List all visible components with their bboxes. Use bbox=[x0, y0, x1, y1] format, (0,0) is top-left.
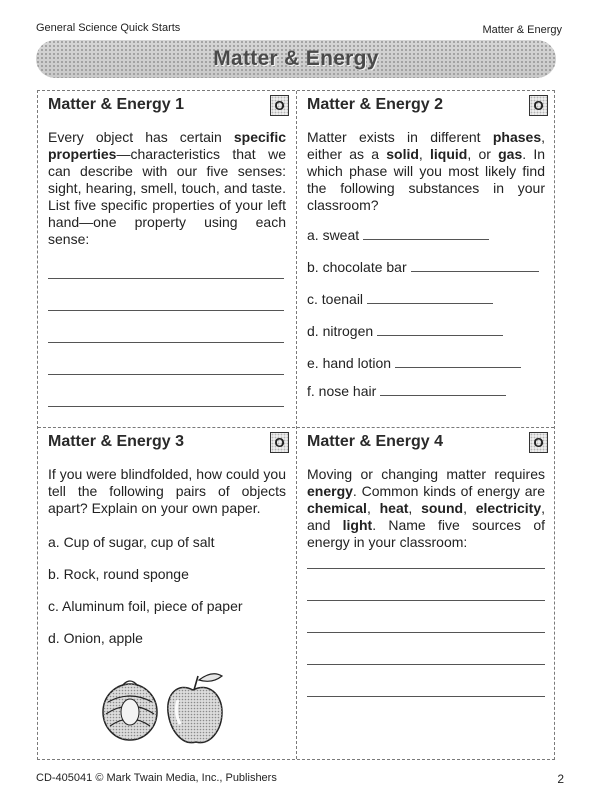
answer-line[interactable] bbox=[307, 632, 545, 633]
answer-line[interactable] bbox=[395, 366, 521, 368]
running-header bbox=[30, 22, 570, 38]
answer-line[interactable] bbox=[380, 394, 506, 396]
list-item: b. Rock, round sponge bbox=[48, 566, 189, 582]
card-title: Matter & Energy 1 bbox=[48, 96, 185, 113]
answer-line[interactable] bbox=[307, 568, 545, 569]
answer-line[interactable] bbox=[48, 406, 284, 407]
list-item: a. Cup of sugar, cup of salt bbox=[48, 534, 215, 550]
answer-line[interactable] bbox=[363, 238, 489, 240]
card-matter-energy-2 bbox=[297, 91, 555, 427]
list-item: b. chocolate bar bbox=[307, 259, 539, 275]
answer-line[interactable] bbox=[48, 342, 284, 343]
card-title: Matter & Energy 3 bbox=[48, 433, 185, 450]
card-title: Matter & Energy 2 bbox=[307, 96, 444, 113]
card-prompt: Matter exists in different phases, either as a solid, liquid, or gas. In which phase will you most likely find the following substances in your classroom? bbox=[307, 129, 546, 213]
badge-label: O bbox=[533, 98, 544, 113]
list-item: e. hand lotion bbox=[307, 355, 521, 371]
page-title: Matter & Energy bbox=[213, 47, 379, 70]
answer-line[interactable] bbox=[377, 334, 503, 336]
card-title: Matter & Energy 4 bbox=[307, 433, 444, 450]
onion-apple-illustration bbox=[100, 668, 240, 748]
level-badge bbox=[270, 95, 289, 116]
onion-icon bbox=[103, 681, 157, 740]
badge-label: O bbox=[274, 98, 285, 113]
answer-line[interactable] bbox=[367, 302, 493, 304]
answer-line[interactable] bbox=[307, 600, 545, 601]
book-title: General Science Quick Starts bbox=[36, 22, 181, 34]
copyright-text: CD-405041 © Mark Twain Media, Inc., Publishers bbox=[36, 772, 277, 784]
level-badge bbox=[270, 432, 289, 453]
answer-line[interactable] bbox=[48, 278, 284, 279]
card-matter-energy-4 bbox=[297, 428, 555, 764]
list-item: c. toenail bbox=[307, 291, 493, 307]
page-number: 2 bbox=[557, 772, 564, 786]
list-item: f. nose hair bbox=[307, 383, 506, 399]
card-prompt: Moving or changing matter requires energy. Common kinds of energy are chemical, heat, sound, electricity, and light. Name five sources of energy in your classroom: bbox=[307, 466, 546, 550]
answer-line[interactable] bbox=[48, 310, 284, 311]
answer-line[interactable] bbox=[307, 696, 545, 697]
card-matter-energy-3 bbox=[38, 428, 296, 764]
section-title: Matter & Energy bbox=[482, 24, 562, 36]
badge-label: O bbox=[533, 435, 544, 450]
list-item: c. Aluminum foil, piece of paper bbox=[48, 598, 243, 614]
apple-icon bbox=[168, 674, 222, 743]
level-badge bbox=[529, 432, 548, 453]
list-item: d. Onion, apple bbox=[48, 630, 143, 646]
card-matter-energy-1 bbox=[38, 91, 296, 427]
card-prompt: Every object has certain specific properties—characteristics that we can describe with our five senses: sight, hearing, smell, touch, and taste. List five specific properties of your left hand—one property using each sense: bbox=[48, 129, 286, 247]
level-badge bbox=[529, 95, 548, 116]
badge-label: O bbox=[274, 435, 285, 450]
card-prompt: If you were blindfolded, how could you tell the following pairs of objects apart? Explain on your own paper. bbox=[48, 466, 286, 516]
list-item: a. sweat bbox=[307, 227, 489, 243]
answer-line[interactable] bbox=[411, 270, 539, 272]
answer-line[interactable] bbox=[307, 664, 545, 665]
cards-grid bbox=[37, 90, 555, 760]
list-item: d. nitrogen bbox=[307, 323, 503, 339]
answer-line[interactable] bbox=[48, 374, 284, 375]
title-banner bbox=[36, 40, 556, 78]
